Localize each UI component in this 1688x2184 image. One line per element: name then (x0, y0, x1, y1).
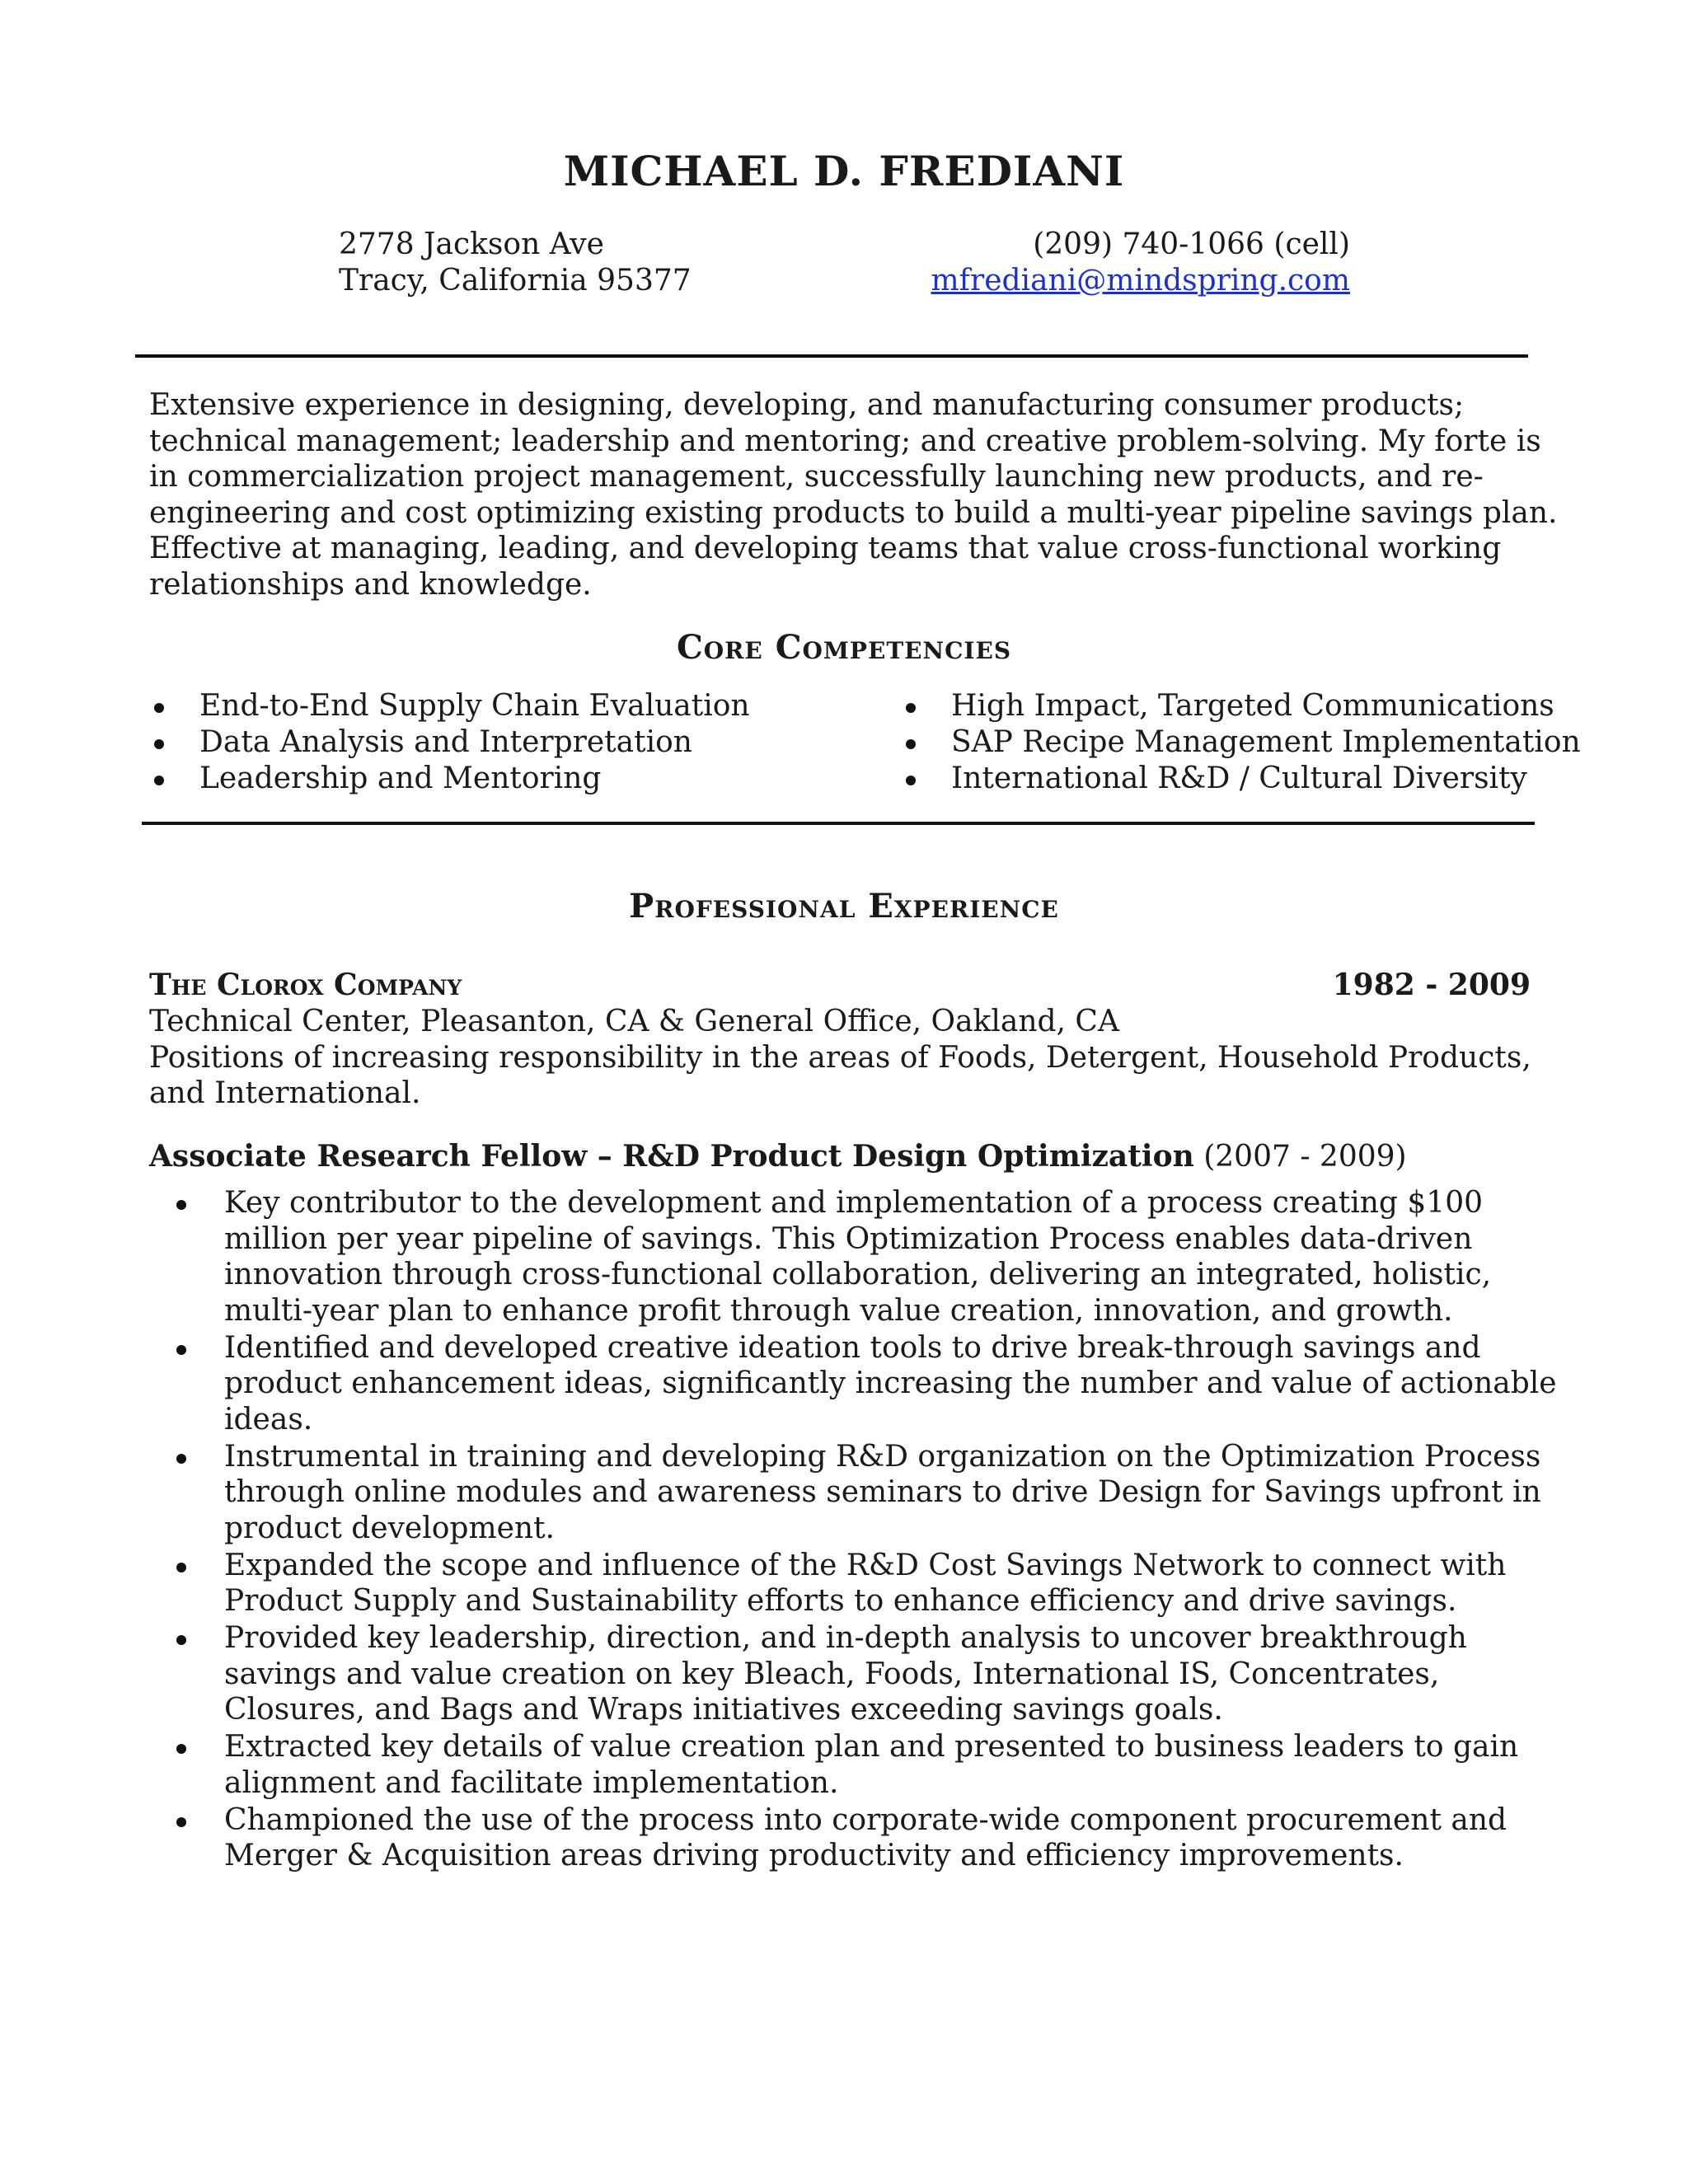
role-title: Associate Research Fellow – R&D Product Design Optimization (149, 1139, 1194, 1174)
bullet-line: Key contributor to the development and implementation of a process creating $100 (224, 1186, 1484, 1220)
summary-line: relationships and knowledge. (149, 567, 592, 602)
company-details (149, 1004, 1550, 1112)
summary-paragraph (149, 387, 1558, 602)
list-item: International R&D / Cultural Diversity (901, 761, 1581, 797)
divider (142, 822, 1535, 825)
bullet-line: savings and value creation on key Bleach, Foods, International IS, Concentrates, (224, 1657, 1440, 1691)
company-description-line: and International. (149, 1076, 421, 1110)
bullet-line: Championed the use of the process into corporate-wide component procurement and (224, 1802, 1507, 1837)
list-item (174, 1802, 1559, 1874)
summary-line: engineering and cost optimizing existing products to build a multi-year pipeline savings plan. (149, 495, 1558, 530)
list-item (174, 1330, 1559, 1438)
responsibilities-list (174, 1185, 1559, 1875)
bullet-line: Product Supply and Sustainability efforts to enhance efficiency and drive savings. (224, 1584, 1457, 1618)
bullet-line: alignment and facilitate implementation. (224, 1765, 839, 1800)
summary-line: in commercialization project management, successfully launching new products, and re- (149, 460, 1484, 494)
contact-block (931, 227, 1350, 299)
bullet-line: through online modules and awareness seminars to drive Design for Savings upfront in (224, 1475, 1541, 1509)
address-line-1: 2778 Jackson Ave (339, 227, 604, 261)
competencies-left-list (149, 688, 750, 797)
list-item (174, 1185, 1559, 1329)
company-description-line: Positions of increasing responsibility in the areas of Foods, Detergent, Household Products, (149, 1040, 1531, 1075)
bullet-line: Identified and developed creative ideation tools to drive break-through savings and (224, 1330, 1481, 1365)
bullet-line: million per year pipeline of savings. This Optimization Process enables data-driven (224, 1221, 1473, 1256)
professional-experience-heading: Professional Experience (629, 887, 1059, 926)
competencies-right-list (901, 688, 1581, 797)
divider (135, 354, 1528, 358)
list-item (174, 1439, 1559, 1547)
role-heading (149, 1139, 1407, 1174)
bullet-line: innovation through cross-functional collaboration, delivering an integrated, holistic, (224, 1258, 1492, 1291)
bullet-line: Merger & Acquisition areas driving productivity and efficiency improvements. (224, 1839, 1404, 1872)
list-item: Leadership and Mentoring (149, 761, 750, 797)
employment-years: 1982 - 2009 (1332, 968, 1531, 1002)
bullet-line: Closures, and Bags and Wraps initiatives exceeding savings goals. (224, 1693, 1223, 1727)
bullet-line: Expanded the scope and influence of the R&D Cost Savings Network to connect with (224, 1548, 1507, 1582)
list-item: Data Analysis and Interpretation (149, 724, 750, 761)
address-block (339, 227, 692, 299)
bullet-line: Provided key leadership, direction, and in-depth analysis to uncover breakthrough (224, 1621, 1467, 1655)
phone-number: (209) 740-1066 (cell) (1033, 227, 1350, 261)
bullet-line: ideas. (224, 1402, 313, 1436)
bullet-line: multi-year plan to enhance profit through value creation, innovation, and growth. (224, 1293, 1453, 1328)
email-link[interactable]: mfrediani@mindspring.com (931, 264, 1350, 298)
bullet-line: product development. (224, 1511, 555, 1545)
list-item: End-to-End Supply Chain Evaluation (149, 688, 750, 724)
address-line-2: Tracy, California 95377 (339, 264, 692, 298)
company-location: Technical Center, Pleasanton, CA & General Office, Oakland, CA (149, 1005, 1119, 1038)
role-dates: (2007 - 2009) (1203, 1140, 1407, 1174)
list-item: SAP Recipe Management Implementation (901, 724, 1581, 761)
summary-line: technical management; leadership and mentoring; and creative problem-solving. My forte is (149, 424, 1541, 458)
list-item (174, 1729, 1559, 1801)
bullet-line: product enhancement ideas, significantly increasing the number and value of actionable (224, 1366, 1557, 1400)
core-competencies-heading: Core Competencies (676, 628, 1012, 667)
summary-line: Effective at managing, leading, and developing teams that value cross-functional working (149, 532, 1502, 565)
bullet-line: Extracted key details of value creation plan and presented to business leaders to gain (224, 1730, 1519, 1764)
bullet-line: Instrumental in training and developing R&D organization on the Optimization Process (224, 1439, 1541, 1474)
company-name: The Clorox Company (149, 968, 462, 1002)
list-item (174, 1548, 1559, 1619)
summary-line: Extensive experience in designing, developing, and manufacturing consumer products; (149, 388, 1465, 422)
list-item (174, 1620, 1559, 1728)
candidate-name: MICHAEL D. FREDIANI (563, 147, 1125, 195)
list-item: High Impact, Targeted Communications (901, 688, 1581, 724)
